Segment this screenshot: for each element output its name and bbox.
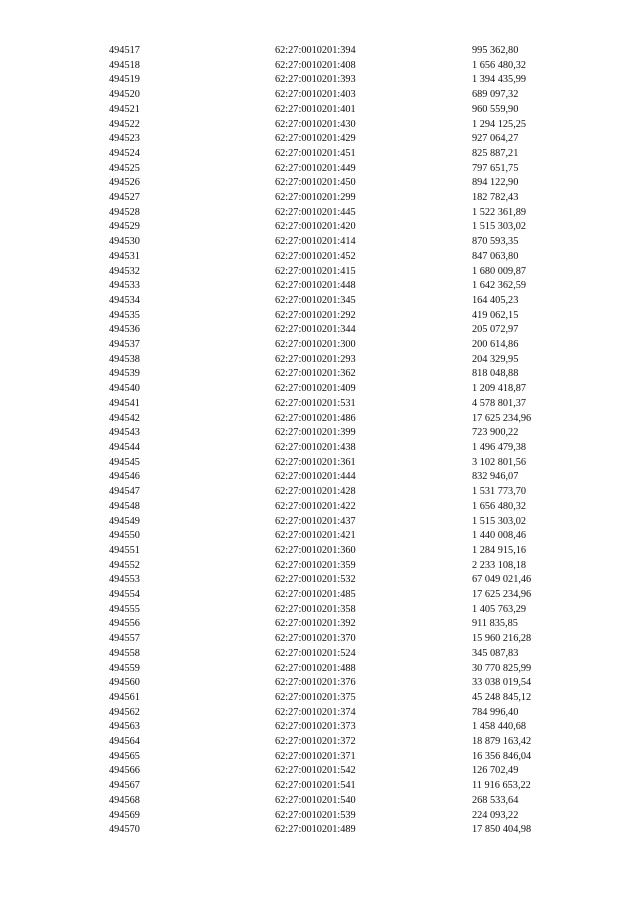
row-number-cell: 494565 <box>109 750 140 762</box>
row-number-cell: 494533 <box>109 280 140 292</box>
cadastral-number-cell: 62:27:0010201:375 <box>275 691 356 703</box>
cadastral-value-cell: 960 559,90 <box>472 103 519 115</box>
row-number-cell: 494567 <box>109 780 140 792</box>
table-row <box>109 118 582 133</box>
row-number-cell: 494536 <box>109 324 140 336</box>
row-number-cell: 494560 <box>109 677 140 689</box>
cadastral-value-cell: 1 515 303,02 <box>472 515 527 527</box>
table-row <box>109 809 582 824</box>
row-number-cell: 494529 <box>109 221 140 233</box>
cadastral-number-cell: 62:27:0010201:408 <box>275 59 356 71</box>
cadastral-value-cell: 1 405 763,29 <box>472 603 527 615</box>
cadastral-value-cell: 268 533,64 <box>472 794 519 806</box>
cadastral-value-cell: 1 515 303,02 <box>472 221 527 233</box>
row-number-cell: 494540 <box>109 383 140 395</box>
cadastral-number-cell: 62:27:0010201:376 <box>275 677 356 689</box>
cadastral-value-cell: 911 835,85 <box>472 618 518 630</box>
row-number-cell: 494559 <box>109 662 140 674</box>
cadastral-value-cell: 419 062,15 <box>472 309 519 321</box>
cadastral-value-table <box>109 44 582 838</box>
table-row <box>109 235 582 250</box>
row-number-cell: 494545 <box>109 456 140 468</box>
cadastral-number-cell: 62:27:0010201:392 <box>275 618 356 630</box>
row-number-cell: 494539 <box>109 368 140 380</box>
cadastral-value-cell: 1 284 915,16 <box>472 544 527 556</box>
row-number-cell: 494535 <box>109 309 140 321</box>
cadastral-number-cell: 62:27:0010201:373 <box>275 721 356 733</box>
table-row <box>109 470 582 485</box>
cadastral-number-cell: 62:27:0010201:429 <box>275 133 356 145</box>
cadastral-number-cell: 62:27:0010201:371 <box>275 750 356 762</box>
row-number-cell: 494532 <box>109 265 140 277</box>
row-number-cell: 494562 <box>109 706 140 718</box>
cadastral-number-cell: 62:27:0010201:437 <box>275 515 356 527</box>
row-number-cell: 494561 <box>109 691 140 703</box>
cadastral-value-cell: 1 642 362,59 <box>472 280 527 292</box>
cadastral-value-cell: 995 362,80 <box>472 45 519 56</box>
cadastral-value-cell: 832 946,07 <box>472 471 519 483</box>
cadastral-number-cell: 62:27:0010201:489 <box>275 824 356 836</box>
cadastral-value-cell: 345 087,83 <box>472 647 519 659</box>
table-row <box>109 250 582 265</box>
table-row <box>109 367 582 382</box>
table-row <box>109 617 582 632</box>
table-row <box>109 309 582 324</box>
table-row <box>109 823 582 838</box>
row-number-cell: 494558 <box>109 647 140 659</box>
table-row <box>109 426 582 441</box>
cadastral-number-cell: 62:27:0010201:451 <box>275 147 356 159</box>
cadastral-value-cell: 11 916 653,22 <box>472 780 531 792</box>
cadastral-number-cell: 62:27:0010201:293 <box>275 353 356 365</box>
cadastral-value-cell: 17 625 234,96 <box>472 412 532 424</box>
cadastral-number-cell: 62:27:0010201:358 <box>275 603 356 615</box>
table-row <box>109 794 582 809</box>
table-body <box>109 44 582 838</box>
table-row <box>109 59 582 74</box>
row-number-cell: 494557 <box>109 633 140 645</box>
cadastral-number-cell: 62:27:0010201:542 <box>275 765 356 777</box>
table-row <box>109 647 582 662</box>
row-number-cell: 494523 <box>109 133 140 145</box>
cadastral-number-cell: 62:27:0010201:438 <box>275 441 356 453</box>
table-row <box>109 735 582 750</box>
table-row <box>109 162 582 177</box>
cadastral-value-cell: 1 531 773,70 <box>472 486 527 498</box>
table-row <box>109 559 582 574</box>
cadastral-value-cell: 894 122,90 <box>472 177 519 189</box>
cadastral-value-cell: 17 850 404,98 <box>472 824 532 836</box>
cadastral-value-cell: 224 093,22 <box>472 809 519 821</box>
row-number-cell: 494531 <box>109 250 140 262</box>
cadastral-value-cell: 200 614,86 <box>472 339 519 351</box>
cadastral-number-cell: 62:27:0010201:450 <box>275 177 356 189</box>
table-row <box>109 265 582 280</box>
row-number-cell: 494543 <box>109 427 140 439</box>
cadastral-value-cell: 1 496 479,38 <box>472 441 527 453</box>
cadastral-number-cell: 62:27:0010201:394 <box>275 45 356 56</box>
cadastral-value-cell: 1 680 009,87 <box>472 265 527 277</box>
row-number-cell: 494525 <box>109 162 140 174</box>
table-row <box>109 103 582 118</box>
cadastral-value-cell: 797 651,75 <box>472 162 519 174</box>
table-row <box>109 206 582 221</box>
table-row <box>109 44 582 59</box>
cadastral-number-cell: 62:27:0010201:299 <box>275 192 356 204</box>
cadastral-value-cell: 17 625 234,96 <box>472 589 532 601</box>
row-number-cell: 494556 <box>109 618 140 630</box>
cadastral-value-cell: 723 900,22 <box>472 427 519 439</box>
table-row <box>109 132 582 147</box>
cadastral-number-cell: 62:27:0010201:488 <box>275 662 356 674</box>
table-row <box>109 515 582 530</box>
table-row <box>109 676 582 691</box>
row-number-cell: 494542 <box>109 412 140 424</box>
table-row <box>109 588 582 603</box>
cadastral-value-cell: 30 770 825,99 <box>472 662 532 674</box>
cadastral-number-cell: 62:27:0010201:524 <box>275 647 356 659</box>
cadastral-value-cell: 15 960 216,28 <box>472 633 532 645</box>
cadastral-value-cell: 689 097,32 <box>472 89 519 101</box>
cadastral-number-cell: 62:27:0010201:399 <box>275 427 356 439</box>
cadastral-value-cell: 927 064,27 <box>472 133 519 145</box>
row-number-cell: 494569 <box>109 809 140 821</box>
row-number-cell: 494550 <box>109 530 140 542</box>
cadastral-value-cell: 126 702,49 <box>472 765 519 777</box>
cadastral-value-cell: 4 578 801,37 <box>472 397 527 409</box>
table-row <box>109 573 582 588</box>
cadastral-number-cell: 62:27:0010201:486 <box>275 412 356 424</box>
cadastral-value-cell: 870 593,35 <box>472 236 519 248</box>
table-row <box>109 323 582 338</box>
cadastral-number-cell: 62:27:0010201:444 <box>275 471 356 483</box>
cadastral-value-cell: 205 072,97 <box>472 324 519 336</box>
table-row <box>109 750 582 765</box>
row-number-cell: 494546 <box>109 471 140 483</box>
row-number-cell: 494528 <box>109 206 140 218</box>
cadastral-number-cell: 62:27:0010201:532 <box>275 574 356 586</box>
cadastral-number-cell: 62:27:0010201:452 <box>275 250 356 262</box>
cadastral-value-cell: 825 887,21 <box>472 147 519 159</box>
table-row <box>109 779 582 794</box>
row-number-cell: 494524 <box>109 147 140 159</box>
cadastral-value-cell: 1 656 480,32 <box>472 59 527 71</box>
table-row <box>109 764 582 779</box>
row-number-cell: 494530 <box>109 236 140 248</box>
cadastral-number-cell: 62:27:0010201:421 <box>275 530 356 542</box>
table-row <box>109 294 582 309</box>
table-row <box>109 603 582 618</box>
cadastral-value-cell: 3 102 801,56 <box>472 456 527 468</box>
cadastral-number-cell: 62:27:0010201:401 <box>275 103 356 115</box>
row-number-cell: 494570 <box>109 824 140 836</box>
cadastral-value-cell: 1 209 418,87 <box>472 383 527 395</box>
cadastral-number-cell: 62:27:0010201:409 <box>275 383 356 395</box>
table-row <box>109 544 582 559</box>
cadastral-number-cell: 62:27:0010201:420 <box>275 221 356 233</box>
cadastral-value-cell: 16 356 846,04 <box>472 750 532 762</box>
cadastral-number-cell: 62:27:0010201:359 <box>275 559 356 571</box>
cadastral-number-cell: 62:27:0010201:393 <box>275 74 356 86</box>
row-number-cell: 494520 <box>109 89 140 101</box>
table-row <box>109 147 582 162</box>
cadastral-number-cell: 62:27:0010201:540 <box>275 794 356 806</box>
cadastral-number-cell: 62:27:0010201:415 <box>275 265 356 277</box>
cadastral-number-cell: 62:27:0010201:541 <box>275 780 356 792</box>
cadastral-number-cell: 62:27:0010201:414 <box>275 236 356 248</box>
cadastral-number-cell: 62:27:0010201:372 <box>275 736 356 748</box>
table-row <box>109 500 582 515</box>
cadastral-number-cell: 62:27:0010201:422 <box>275 500 356 512</box>
cadastral-value-cell: 33 038 019,54 <box>472 677 532 689</box>
cadastral-number-cell: 62:27:0010201:292 <box>275 309 356 321</box>
row-number-cell: 494541 <box>109 397 140 409</box>
cadastral-value-cell: 45 248 845,12 <box>472 691 532 703</box>
row-number-cell: 494547 <box>109 486 140 498</box>
cadastral-number-cell: 62:27:0010201:485 <box>275 589 356 601</box>
row-number-cell: 494544 <box>109 441 140 453</box>
table-row <box>109 191 582 206</box>
row-number-cell: 494522 <box>109 118 140 130</box>
table-row <box>109 353 582 368</box>
row-number-cell: 494553 <box>109 574 140 586</box>
table-row <box>109 720 582 735</box>
cadastral-value-cell: 67 049 021,46 <box>472 574 532 586</box>
row-number-cell: 494552 <box>109 559 140 571</box>
table-row <box>109 529 582 544</box>
cadastral-value-cell: 1 522 361,89 <box>472 206 527 218</box>
table-row <box>109 412 582 427</box>
row-number-cell: 494521 <box>109 103 140 115</box>
row-number-cell: 494564 <box>109 736 140 748</box>
cadastral-value-cell: 18 879 163,42 <box>472 736 532 748</box>
row-number-cell: 494526 <box>109 177 140 189</box>
cadastral-number-cell: 62:27:0010201:531 <box>275 397 356 409</box>
table-row <box>109 456 582 471</box>
cadastral-value-cell: 204 329,95 <box>472 353 519 365</box>
cadastral-value-cell: 1 294 125,25 <box>472 118 527 130</box>
row-number-cell: 494568 <box>109 794 140 806</box>
row-number-cell: 494527 <box>109 192 140 204</box>
table-row <box>109 88 582 103</box>
row-number-cell: 494563 <box>109 721 140 733</box>
table-row <box>109 279 582 294</box>
row-number-cell: 494548 <box>109 500 140 512</box>
cadastral-number-cell: 62:27:0010201:539 <box>275 809 356 821</box>
table-row <box>109 485 582 500</box>
row-number-cell: 494517 <box>109 45 140 56</box>
table-row <box>109 691 582 706</box>
cadastral-value-cell: 1 394 435,99 <box>472 74 527 86</box>
table-row <box>109 706 582 721</box>
cadastral-value-cell: 164 405,23 <box>472 294 519 306</box>
cadastral-number-cell: 62:27:0010201:370 <box>275 633 356 645</box>
table-row <box>109 662 582 677</box>
row-number-cell: 494537 <box>109 339 140 351</box>
cadastral-number-cell: 62:27:0010201:403 <box>275 89 356 101</box>
cadastral-number-cell: 62:27:0010201:360 <box>275 544 356 556</box>
row-number-cell: 494538 <box>109 353 140 365</box>
cadastral-number-cell: 62:27:0010201:361 <box>275 456 356 468</box>
cadastral-number-cell: 62:27:0010201:445 <box>275 206 356 218</box>
cadastral-value-cell: 1 656 480,32 <box>472 500 527 512</box>
cadastral-number-cell: 62:27:0010201:449 <box>275 162 356 174</box>
cadastral-value-cell: 182 782,43 <box>472 192 519 204</box>
table-row <box>109 220 582 235</box>
cadastral-number-cell: 62:27:0010201:430 <box>275 118 356 130</box>
cadastral-number-cell: 62:27:0010201:300 <box>275 339 356 351</box>
table-row <box>109 632 582 647</box>
cadastral-number-cell: 62:27:0010201:362 <box>275 368 356 380</box>
table-row <box>109 338 582 353</box>
cadastral-value-cell: 818 048,88 <box>472 368 519 380</box>
row-number-cell: 494551 <box>109 544 140 556</box>
row-number-cell: 494534 <box>109 294 140 306</box>
row-number-cell: 494549 <box>109 515 140 527</box>
row-number-cell: 494518 <box>109 59 140 71</box>
cadastral-number-cell: 62:27:0010201:345 <box>275 294 356 306</box>
table-row <box>109 397 582 412</box>
cadastral-value-cell: 1 440 008,46 <box>472 530 527 542</box>
row-number-cell: 494555 <box>109 603 140 615</box>
cadastral-number-cell: 62:27:0010201:428 <box>275 486 356 498</box>
cadastral-value-cell: 784 996,40 <box>472 706 519 718</box>
cadastral-value-cell: 1 458 440,68 <box>472 721 527 733</box>
cadastral-number-cell: 62:27:0010201:344 <box>275 324 356 336</box>
row-number-cell: 494519 <box>109 74 140 86</box>
table-row <box>109 73 582 88</box>
cadastral-value-cell: 2 233 108,18 <box>472 559 527 571</box>
cadastral-number-cell: 62:27:0010201:448 <box>275 280 356 292</box>
row-number-cell: 494554 <box>109 589 140 601</box>
table-row <box>109 441 582 456</box>
table-row <box>109 176 582 191</box>
cadastral-number-cell: 62:27:0010201:374 <box>275 706 356 718</box>
table-row <box>109 382 582 397</box>
row-number-cell: 494566 <box>109 765 140 777</box>
cadastral-value-cell: 847 063,80 <box>472 250 519 262</box>
